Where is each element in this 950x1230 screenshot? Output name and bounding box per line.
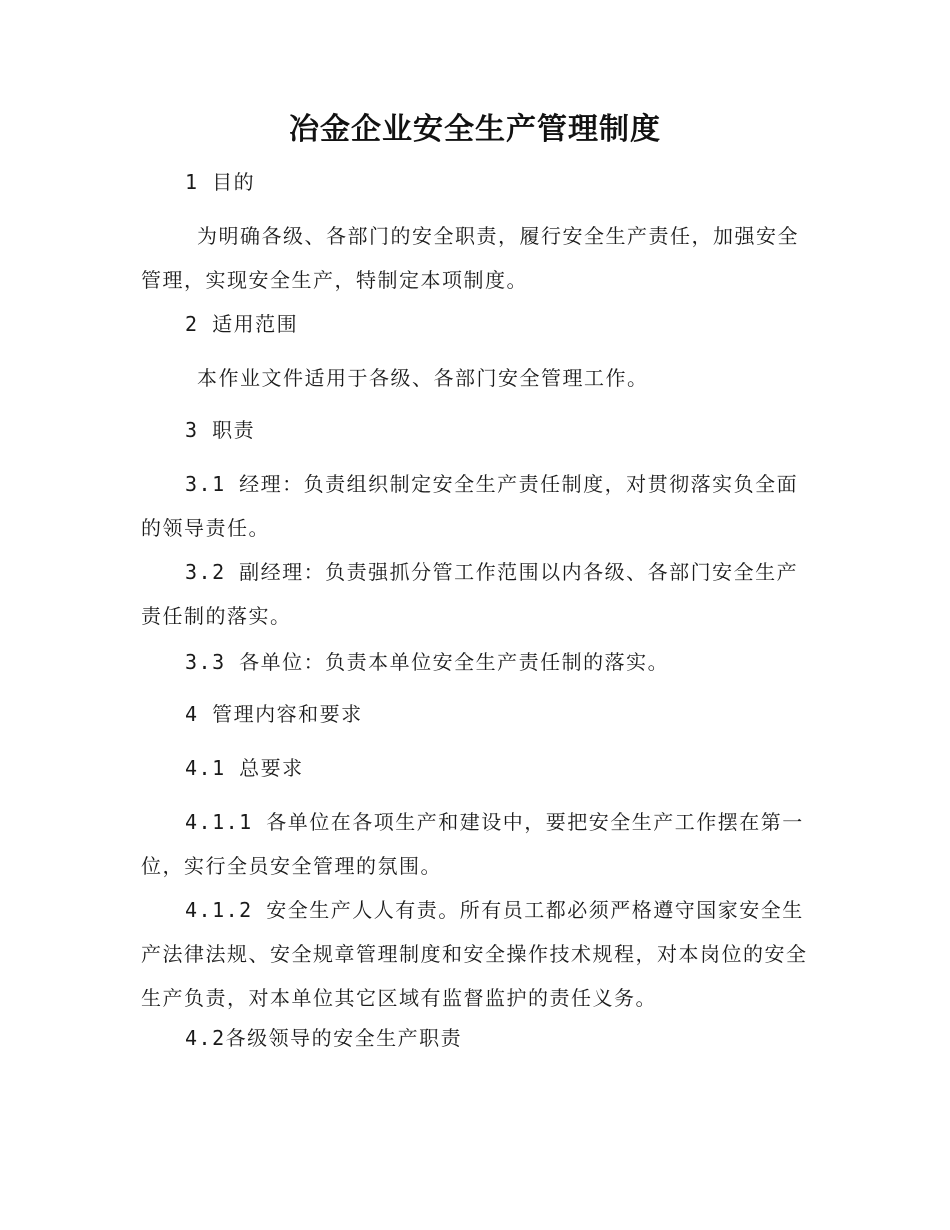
paragraph-4-1: 4.1 总要求 — [185, 756, 304, 780]
paragraph-purpose: 为明确各级、各部门的安全职责，履行安全生产责任，加强安全管理，实现安全生产，特制定本项制度。 — [141, 224, 799, 292]
paragraph-4-1-2: 4.1.2 安全生产人人有责。所有员工都必须严格遵守国家安全生产法律法规、安全规章管理制度和安全操作技术规程，对本岗位的安全生产负责，对本单位其它区域有监督监护的责任义务。 — [141, 898, 808, 1010]
paragraph-4-1-1: 4.1.1 各单位在各项生产和建设中，要把安全生产工作摆在第一位，实行全员安全管理的氛围。 — [141, 810, 804, 878]
paragraph-4-2: 4.2各级领导的安全生产职责 — [185, 1026, 463, 1050]
paragraph-3-2: 3.2 副经理：负责强抓分管工作范围以内各级、各部门安全生产责任制的落实。 — [141, 560, 799, 628]
document-title: 冶金企业安全生产管理制度 — [289, 112, 661, 147]
paragraph-3-1: 3.1 经理：负责组织制定安全生产责任制度，对贯彻落实负全面的领导责任。 — [141, 472, 799, 540]
paragraph-scope: 本作业文件适用于各级、各部门安全管理工作。 — [197, 366, 649, 390]
section-heading-purpose: 1 目的 — [185, 170, 256, 194]
section-heading-management: 4 管理内容和要求 — [185, 702, 363, 726]
section-heading-scope: 2 适用范围 — [185, 312, 299, 336]
section-heading-duties: 3 职责 — [185, 418, 256, 442]
paragraph-3-3: 3.3 各单位：负责本单位安全生产责任制的落实。 — [185, 650, 670, 674]
